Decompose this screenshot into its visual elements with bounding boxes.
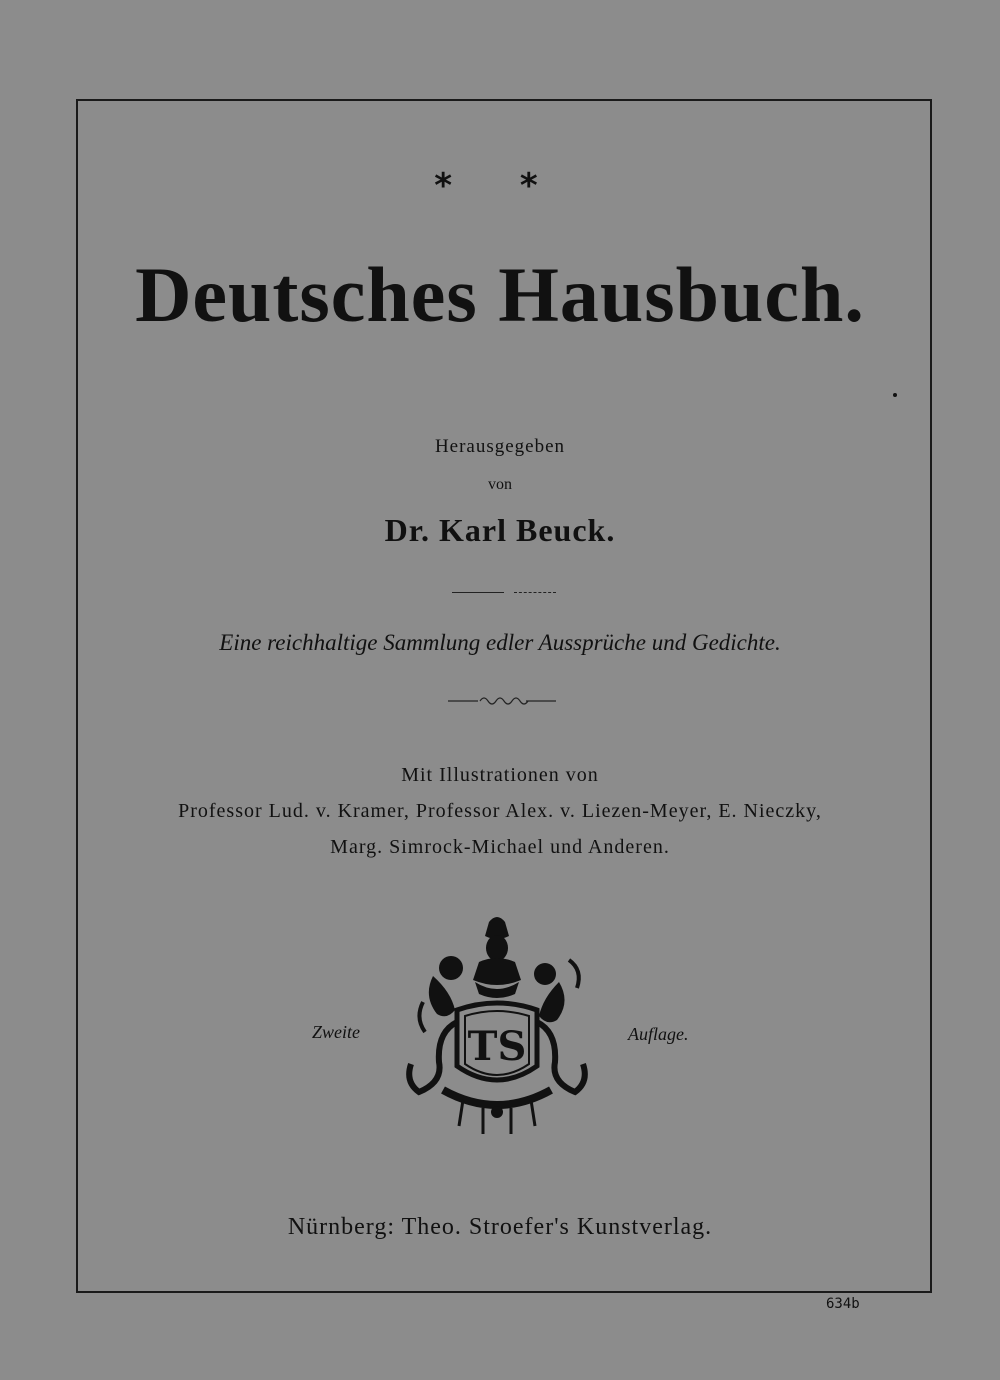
edition-label-right: Auflage. <box>628 1024 689 1044</box>
editor-by: von <box>488 476 512 493</box>
book-title: Deutsches Hausbuch. <box>135 251 865 338</box>
publisher-emblem-icon <box>403 912 591 1144</box>
illustrations-intro: Mit Illustrationen von <box>401 764 599 786</box>
ornament-divider-icon <box>448 693 556 709</box>
subtitle: Eine reichhaltige Sammlung edler Aussprüche und Gedichte. <box>219 630 781 655</box>
illustrators-line-1: Professor Lud. v. Kramer, Professor Alex. v. Liezen-Meyer, E. Nieczky, <box>178 800 822 822</box>
divider-rule-dashed <box>514 592 556 593</box>
edition-label-left: Zweite <box>312 1022 360 1042</box>
catalog-number: 634b <box>826 1296 860 1312</box>
svg-text:TS: TS <box>467 1023 527 1070</box>
divider-rule <box>452 592 504 593</box>
ink-speck <box>893 393 897 397</box>
decorative-asterisks: * * <box>434 166 566 206</box>
editor-intro: Herausgegeben <box>434 436 566 457</box>
illustrators-line-2: Marg. Simrock-Michael und Anderen. <box>330 836 670 858</box>
editor-name: Dr. Karl Beuck. <box>384 512 616 548</box>
publisher-imprint: Nürnberg: Theo. Stroefer's Kunstverlag. <box>287 1214 713 1240</box>
